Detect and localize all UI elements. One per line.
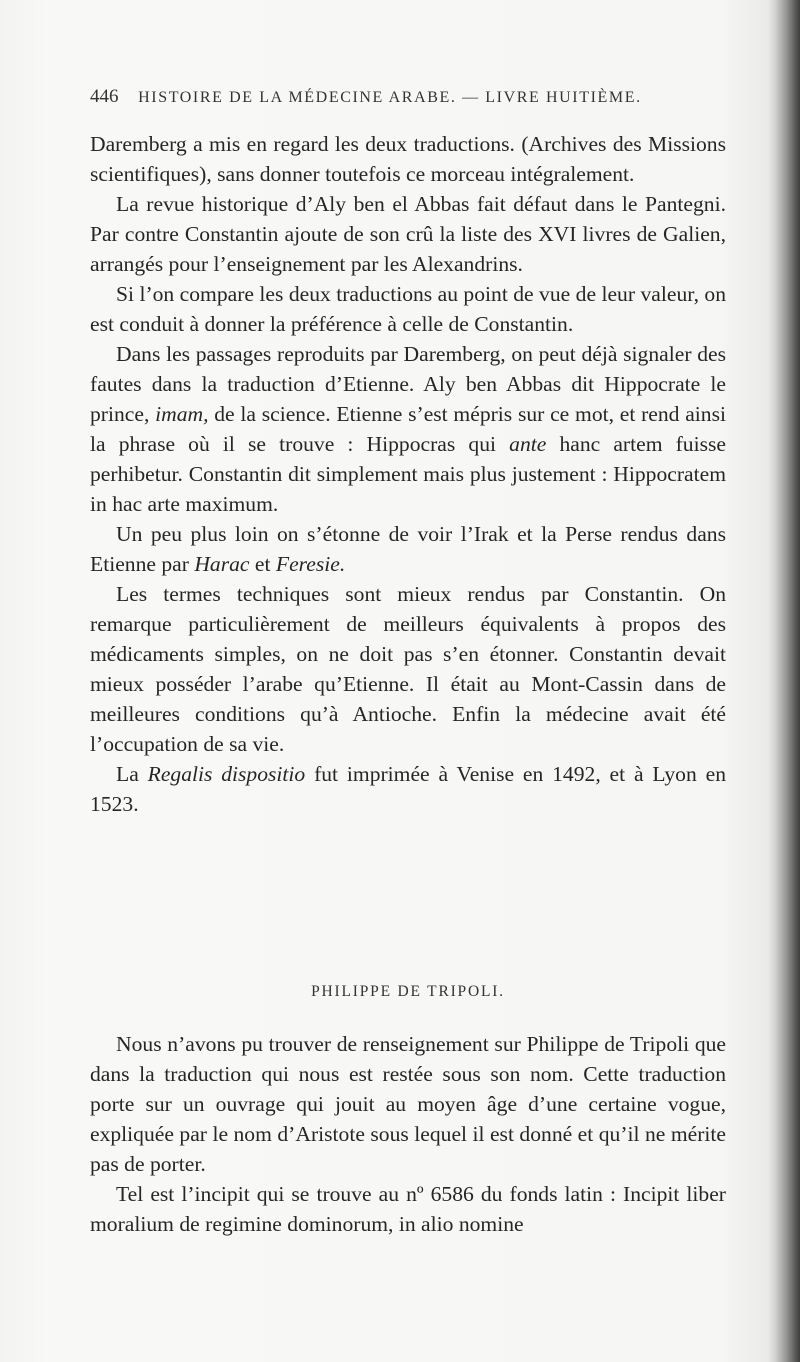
text-run: et [249, 552, 276, 576]
text-run: Les termes techniques sont mieux rendus par Constantin. On remarque particulièrement de meilleurs équivalents à propos des médicaments simples, on ne doit pas s’en étonner. Constantin devait mieux posséder l’arabe qu’Etienne. Il était au Mont-Cassin dans de meilleures conditions qu’à Antioche. Enfin la médecine avait été l’occupation de sa vie. [90, 582, 726, 756]
text-run: Un peu plus loin on s’étonne de voir l’Irak et la Perse rendus dans Etienne par [90, 522, 726, 576]
page-edge-shadow [776, 0, 800, 1362]
text-run: La [116, 762, 148, 786]
text-run: fut imprimée à Venise en 1492, et à Lyon en 1523. [90, 762, 726, 816]
paragraph [90, 759, 726, 819]
text-run: Nous n’avons pu trouver de renseignement sur Philippe de Tripoli que dans la traduction qui nous est restée sous son nom. Cette traduction porte sur un ouvrage qui jouit au moyen âge d’une certaine vogue, expliquée par le nom d’Aristote sous lequel il est donné et qu’il ne mérite pas de porter. [90, 1032, 726, 1176]
italic-run: imam, [155, 402, 209, 426]
page-number: 446 [90, 86, 119, 107]
paragraph [90, 1029, 726, 1179]
paragraph [90, 519, 726, 579]
text-run: Dans les passages reproduits par Daremberg, on peut déjà signaler des fautes dans la traduction d’Etienne. Aly ben Abbas dit Hippocrate le prince, [90, 342, 726, 426]
italic-run: ante [509, 432, 547, 456]
paragraph [90, 1179, 726, 1239]
italic-run: Feresie. [275, 552, 346, 576]
italic-run: Regalis dispositio [147, 762, 306, 786]
body-text-before-section [90, 129, 726, 819]
italic-run: Harac [194, 552, 250, 576]
text-run: Daremberg a mis en regard les deux traductions. (Archives des Missions scientifiques), sans donner toutefois ce morceau intégralement. [90, 132, 726, 186]
running-header [90, 86, 730, 108]
text-run: Si l’on compare les deux traductions au point de vue de leur valeur, on est conduit à donner la préférence à celle de Constantin. [90, 282, 726, 336]
text-run: Tel est l’incipit qui se trouve au nº 6586 du fonds latin : Incipit liber moralium de regimine dominorum, in alio nomine [90, 1182, 726, 1236]
paragraph [90, 279, 726, 339]
running-title: HISTOIRE DE LA MÉDECINE ARABE. — LIVRE HUITIÈME. [138, 89, 642, 106]
paragraph [90, 339, 726, 519]
text-run: hanc artem fuisse perhibetur. Constantin dit simplement mais plus justement : Hippocratem in hac arte maximum. [90, 432, 726, 516]
paragraph [90, 189, 726, 279]
body-text-section [90, 1029, 726, 1239]
text-run: de la science. Etienne s’est mépris sur ce mot, et rend ainsi la phrase où il se trouve : Hippocras qui [90, 402, 726, 456]
section-title: PHILIPPE DE TRIPOLI. [311, 983, 505, 1000]
paragraph [90, 129, 726, 189]
text-run: La revue historique d’Aly ben el Abbas fait défaut dans le Pantegni. Par contre Constantin ajoute de son crû la liste des XVI livres de Galien, arrangés pour l’enseignement par les Alexandrins. [90, 192, 726, 276]
paragraph [90, 579, 726, 759]
